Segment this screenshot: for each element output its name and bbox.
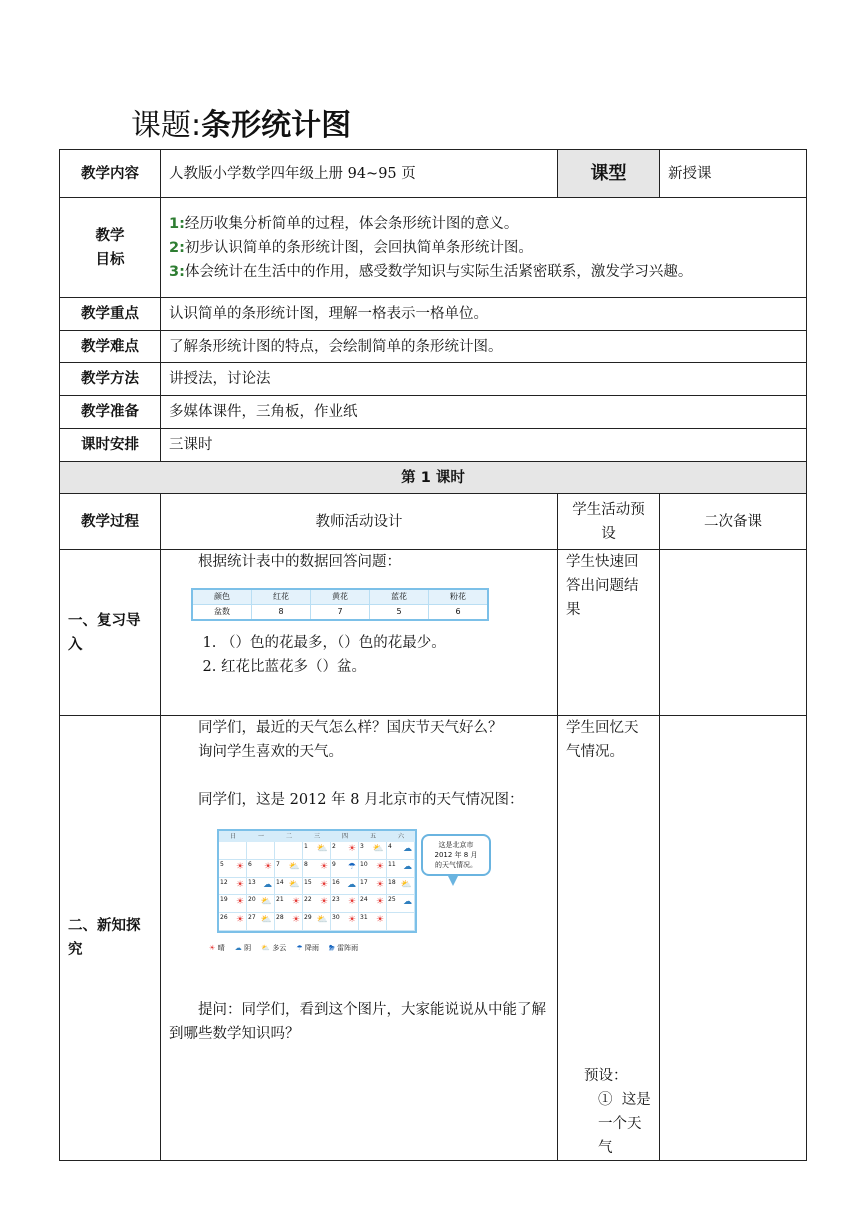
calendar-day: 13 ☁ bbox=[247, 878, 275, 896]
schedule-row bbox=[60, 429, 807, 462]
sun-weather-icon: ☀ bbox=[347, 915, 356, 926]
review-questions bbox=[169, 631, 549, 679]
col-process: 教学过程 bbox=[60, 494, 161, 550]
calendar-day: 1 ⛅ bbox=[303, 842, 331, 860]
calendar-day: 11 ☁ bbox=[387, 860, 415, 878]
calendar-weekdays bbox=[219, 831, 415, 842]
calendar-day: 3 ⛅ bbox=[359, 842, 387, 860]
weekday-label: 日 bbox=[229, 833, 236, 840]
section2-p1: 同学们，最近的天气怎么样？国庆节天气好么？ bbox=[198, 720, 503, 736]
sun-weather-icon: ☀ bbox=[319, 897, 328, 908]
calendar-day: 10 ☀ bbox=[359, 860, 387, 878]
section2-student2: 预设： bbox=[584, 1068, 628, 1084]
section1-intro: 根据统计表中的数据回答问题： bbox=[198, 554, 401, 570]
method-row bbox=[60, 363, 807, 396]
calendar-day: 24 ☀ bbox=[359, 895, 387, 913]
part-weather-icon: ⛅ bbox=[372, 844, 384, 854]
method-label: 教学方法 bbox=[60, 363, 161, 396]
prep-row bbox=[60, 396, 807, 429]
calendar-grid bbox=[219, 842, 415, 931]
schedule-label: 课时安排 bbox=[60, 429, 161, 462]
calendar-day: 19 ☀ bbox=[219, 895, 247, 913]
weather-calendar-figure bbox=[199, 826, 499, 956]
cld-weather-icon: ☁ bbox=[403, 897, 412, 908]
calendar-day: 7 ⛅ bbox=[275, 860, 303, 878]
calendar-day: 16 ☁ bbox=[331, 878, 359, 896]
title-prefix: 课题: bbox=[131, 108, 202, 143]
calendar-day: 25 ☁ bbox=[387, 895, 415, 913]
speech-bubble: 这是北京市 2012 年 8 月 的天气情况。 bbox=[421, 834, 491, 876]
legend-item: ☁ 阴 bbox=[234, 944, 252, 952]
calendar-day: 18 ⛅ bbox=[387, 878, 415, 896]
section2-row bbox=[60, 716, 807, 1161]
lesson-header: 第 1 课时 bbox=[60, 462, 807, 494]
calendar-day: 31 ☀ bbox=[359, 913, 387, 931]
goal-item: 2:初步认识简单的条形统计图，会回执简单条形统计图。 bbox=[169, 239, 533, 256]
type-label: 课型 bbox=[558, 150, 660, 198]
part-weather-icon: ⛅ bbox=[288, 879, 300, 890]
prep-label: 教学准备 bbox=[60, 396, 161, 429]
calendar-day: 12 ☀ bbox=[219, 878, 247, 896]
section1-teacher bbox=[161, 550, 558, 716]
cld-weather-icon: ☁ bbox=[347, 879, 356, 890]
sun-weather-icon: ☀ bbox=[375, 879, 384, 890]
calendar-day: 17 ☀ bbox=[359, 878, 387, 896]
section2-backup bbox=[660, 716, 807, 1161]
weekday-label: 三 bbox=[313, 833, 320, 840]
calendar-day: 6 ☀ bbox=[247, 860, 275, 878]
schedule-value: 三课时 bbox=[161, 429, 807, 462]
sun-weather-icon: ☀ bbox=[291, 897, 300, 908]
calendar-day: 4 ☁ bbox=[387, 842, 415, 860]
key-row bbox=[60, 298, 807, 331]
sun-weather-icon: ☀ bbox=[347, 844, 356, 854]
goals-row bbox=[60, 198, 807, 298]
content-row bbox=[60, 150, 807, 198]
goals-list bbox=[161, 198, 807, 298]
speech-bubble-tail bbox=[447, 874, 459, 886]
column-header-row bbox=[60, 494, 807, 550]
calendar-day: 26 ☀ bbox=[219, 913, 247, 931]
section2-p4: 提问：同学们，看到这个图片，大家能说说从中能了解到哪些数学知识吗？ bbox=[169, 1002, 546, 1042]
title-main: 条形统计图 bbox=[201, 108, 352, 143]
legend-icon: ☁ bbox=[234, 944, 245, 952]
weather-legend bbox=[209, 936, 368, 960]
lesson-plan-table bbox=[59, 149, 807, 1161]
rain-weather-icon: ☂ bbox=[347, 861, 356, 872]
section1-backup bbox=[660, 550, 807, 716]
col-backup: 二次备课 bbox=[660, 494, 807, 550]
lesson-header-row bbox=[60, 462, 807, 494]
content-label: 教学内容 bbox=[60, 150, 161, 198]
cld-weather-icon: ☁ bbox=[403, 844, 412, 854]
sun-weather-icon: ☀ bbox=[347, 897, 356, 908]
calendar-day: 8 ☀ bbox=[303, 860, 331, 878]
weekday-label: 一 bbox=[257, 833, 264, 840]
weekday-label: 二 bbox=[285, 833, 292, 840]
part-weather-icon: ⛅ bbox=[288, 861, 300, 872]
weekday-label: 六 bbox=[397, 833, 404, 840]
question-item: 2. 红花比蓝花多（）盆。 bbox=[221, 655, 549, 679]
part-weather-icon: ⛅ bbox=[400, 879, 412, 890]
weather-calendar bbox=[217, 829, 417, 933]
col-student: 学生活动预设 bbox=[558, 494, 660, 550]
legend-icon: ☂ bbox=[296, 944, 306, 952]
calendar-day bbox=[387, 913, 415, 931]
calendar-day: 22 ☀ bbox=[303, 895, 331, 913]
legend-icon: ⛅ bbox=[261, 944, 273, 952]
sun-weather-icon: ☀ bbox=[263, 861, 272, 872]
section1-student: 学生快速回答出问题结果 bbox=[558, 550, 660, 716]
difficult-value: 了解条形统计图的特点，会绘制简单的条形统计图。 bbox=[161, 331, 807, 363]
legend-item: ☂ 降雨 bbox=[296, 944, 320, 952]
col-teacher: 教师活动设计 bbox=[161, 494, 558, 550]
difficult-label: 教学难点 bbox=[60, 331, 161, 363]
legend-item: ⛈ 雷阵雨 bbox=[329, 944, 359, 952]
prep-value: 多媒体课件，三角板，作业纸 bbox=[161, 396, 807, 429]
question-item: 1. （）色的花最多，（）色的花最少。 bbox=[221, 631, 549, 655]
section2-teacher bbox=[161, 716, 558, 1161]
goal-item: 3:体会统计在生活中的作用，感受数学知识与实际生活紧密联系，激发学习兴趣。 bbox=[169, 263, 693, 280]
section1-label: 一、复习导入 bbox=[60, 550, 161, 716]
cld-weather-icon: ☁ bbox=[403, 861, 412, 872]
section1-row bbox=[60, 550, 807, 716]
weekday-label: 四 bbox=[341, 833, 348, 840]
section2-label: 二、新知探究 bbox=[60, 716, 161, 1161]
cld-weather-icon: ☁ bbox=[263, 879, 272, 890]
goal-item: 1:经历收集分析简单的过程，体会条形统计图的意义。 bbox=[169, 215, 519, 232]
calendar-day: 14 ⛅ bbox=[275, 878, 303, 896]
calendar-day: 5 ☀ bbox=[219, 860, 247, 878]
difficult-row bbox=[60, 331, 807, 363]
part-weather-icon: ⛅ bbox=[316, 844, 328, 854]
calendar-day: 23 ☀ bbox=[331, 895, 359, 913]
calendar-day: 20 ⛅ bbox=[247, 895, 275, 913]
calendar-day: 30 ☀ bbox=[331, 913, 359, 931]
calendar-day: 2 ☀ bbox=[331, 842, 359, 860]
method-value: 讲授法，讨论法 bbox=[161, 363, 807, 396]
page-title bbox=[131, 106, 351, 146]
calendar-day bbox=[247, 842, 275, 860]
legend-item: ⛅ 多云 bbox=[261, 944, 287, 952]
sun-weather-icon: ☀ bbox=[235, 861, 244, 872]
content-value: 人教版小学数学四年级上册 94~95 页 bbox=[161, 150, 558, 198]
calendar-day bbox=[275, 842, 303, 860]
part-weather-icon: ⛅ bbox=[260, 915, 272, 926]
sun-weather-icon: ☀ bbox=[375, 915, 384, 926]
calendar-day: 9 ☂ bbox=[331, 860, 359, 878]
section2-student1: 学生回忆天气情况。 bbox=[566, 720, 639, 760]
legend-icon: ⛈ bbox=[329, 944, 338, 952]
key-label: 教学重点 bbox=[60, 298, 161, 331]
type-value: 新授课 bbox=[660, 150, 807, 198]
key-value: 认识简单的条形统计图，理解一格表示一格单位。 bbox=[161, 298, 807, 331]
sun-weather-icon: ☀ bbox=[375, 897, 384, 908]
calendar-day bbox=[219, 842, 247, 860]
calendar-day: 21 ☀ bbox=[275, 895, 303, 913]
part-weather-icon: ⛅ bbox=[260, 897, 272, 908]
calendar-day: 28 ☀ bbox=[275, 913, 303, 931]
sun-weather-icon: ☀ bbox=[235, 879, 244, 890]
part-weather-icon: ⛅ bbox=[316, 915, 328, 926]
sun-weather-icon: ☀ bbox=[235, 897, 244, 908]
section2-student3: ① 这是一个天气 bbox=[598, 1092, 651, 1156]
weekday-label: 五 bbox=[369, 833, 376, 840]
sun-weather-icon: ☀ bbox=[375, 861, 384, 872]
sun-weather-icon: ☀ bbox=[319, 861, 328, 872]
section2-student bbox=[558, 716, 660, 1161]
legend-icon: ☀ bbox=[209, 944, 218, 952]
goals-label: 教学 目标 bbox=[60, 198, 161, 298]
calendar-day: 27 ⛅ bbox=[247, 913, 275, 931]
calendar-day: 15 ☀ bbox=[303, 878, 331, 896]
section2-p3: 同学们，这是 2012 年 8 月北京市的天气情况图： bbox=[198, 792, 524, 808]
sun-weather-icon: ☀ bbox=[319, 879, 328, 890]
sun-weather-icon: ☀ bbox=[291, 915, 300, 926]
section2-p2: 询问学生喜欢的天气。 bbox=[198, 744, 343, 760]
flower-stats-table: 颜色 红花 黄花 蓝花 粉花 盆数 8 7 5 6 bbox=[191, 588, 489, 621]
legend-item: ☀ 晴 bbox=[209, 944, 225, 952]
sun-weather-icon: ☀ bbox=[235, 915, 244, 926]
calendar-day: 29 ⛅ bbox=[303, 913, 331, 931]
